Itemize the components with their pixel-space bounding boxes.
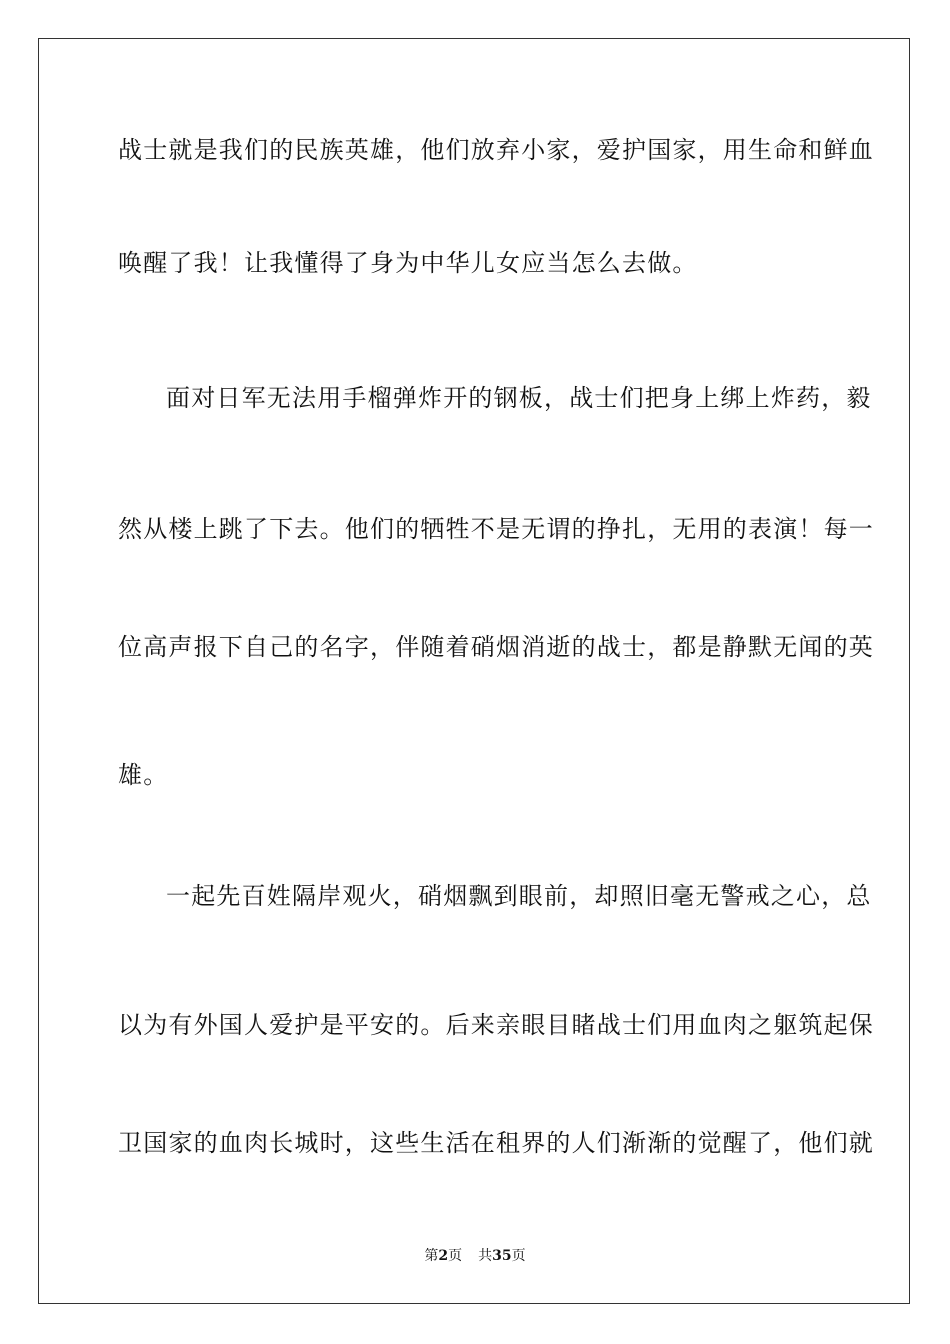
text-line: 一起先百姓隔岸观火，硝烟飘到眼前，却照旧毫无警戒之心，总 xyxy=(166,882,872,910)
text-line: 雄。 xyxy=(118,761,169,789)
text-line: 面对日军无法用手榴弹炸开的钢板，战士们把身上绑上炸药，毅 xyxy=(166,384,872,412)
text-line: 卫国家的血肉长城时，这些生活在租界的人们渐渐的觉醒了，他们就 xyxy=(118,1129,874,1157)
text-line: 以为有外国人爱护是平安的。后来亲眼目睹战士们用血肉之躯筑起保 xyxy=(118,1011,874,1039)
total-label-prefix: 共 xyxy=(478,1248,493,1264)
total-label-suffix: 页 xyxy=(511,1248,526,1264)
text-line: 唤醒了我！让我懂得了身为中华儿女应当怎么去做。 xyxy=(118,249,698,277)
text-line: 然从楼上跳了下去。他们的牺牲不是无谓的挣扎，无用的表演！每一 xyxy=(118,515,874,543)
page-label-prefix: 第 xyxy=(424,1248,439,1264)
text-line: 战士就是我们的民族英雄，他们放弃小家，爱护国家，用生命和鲜血 xyxy=(118,136,874,164)
page-label-suffix: 页 xyxy=(448,1248,463,1264)
page-footer xyxy=(0,1247,950,1265)
text-line: 位高声报下自己的名字，伴随着硝烟消逝的战士，都是静默无闻的英 xyxy=(118,633,874,661)
page-number: 2 xyxy=(438,1248,449,1264)
total-pages: 35 xyxy=(492,1248,512,1264)
page-border xyxy=(38,38,910,1304)
